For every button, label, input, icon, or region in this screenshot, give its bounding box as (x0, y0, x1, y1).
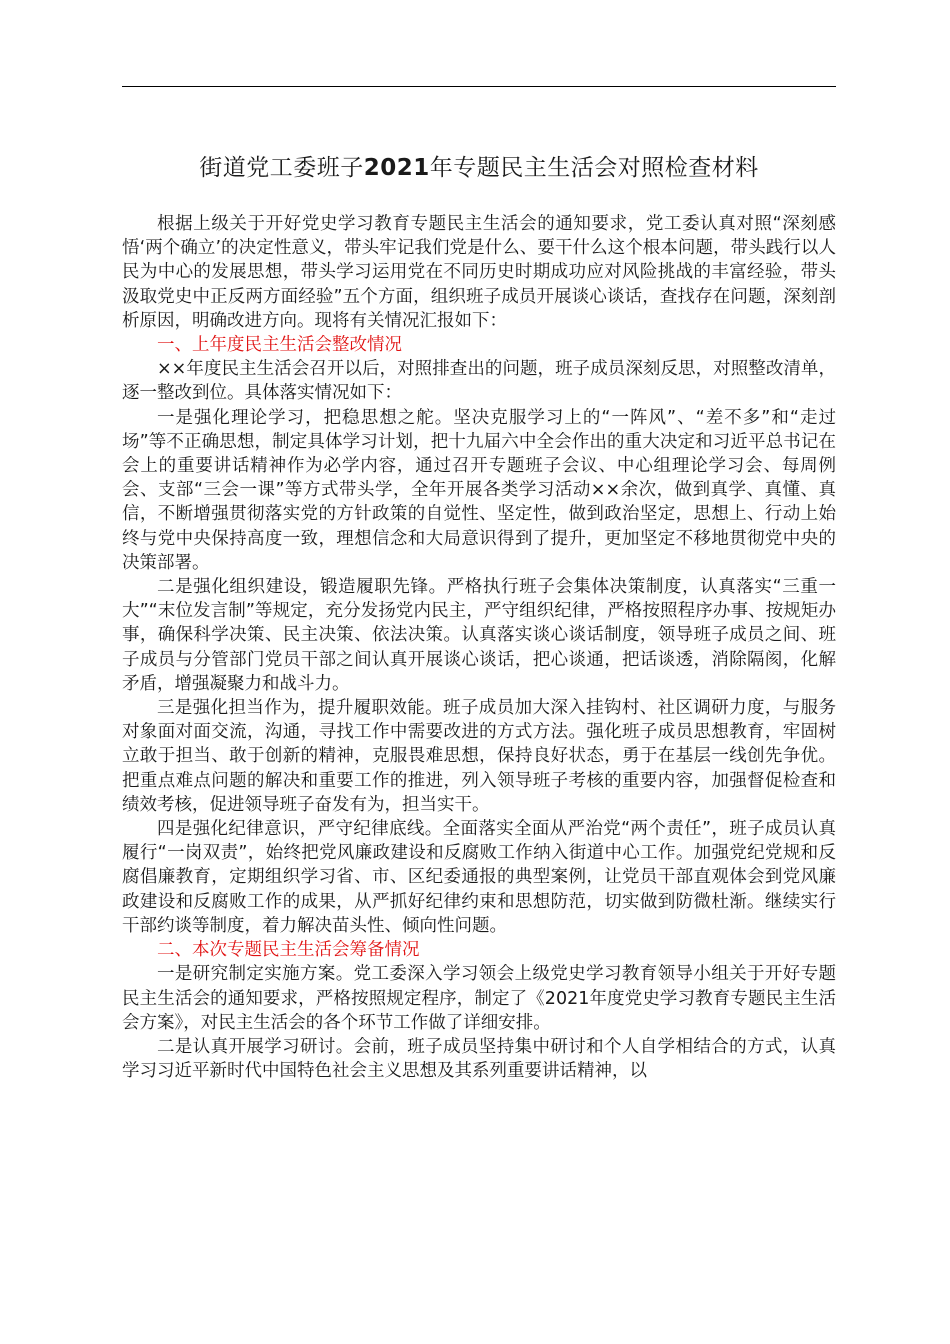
paragraph: 三是强化担当作为，提升履职效能。班子成员加大深入挂钩村、社区调研力度，与服务对象面对面交流，沟通，寻找工作中需要改进的方式方法。强化班子成员思想教育，牢固树立敢于担当、敢于创新的精神，克服畏难思想，保持良好状态，勇于在基层一线创先争优。把重点难点问题的解决和重要工作的推进，列入领导班子考核的重要内容，加强督促检查和绩效考核，促进领导班子奋发有为，担当实干。 (122, 698, 836, 815)
document-title (122, 148, 836, 188)
title-suffix: 年专题民主生活会对照检查材料 (429, 155, 759, 181)
paragraph: 二是认真开展学习研讨。会前，班子成员坚持集中研讨和个人自学相结合的方式，认真学习习近平新时代中国特色社会主义思想及其系列重要讲话精神，以 (122, 1036, 836, 1082)
header-rule (122, 86, 836, 87)
section-heading-1: 一、上年度民主生活会整改情况 (157, 335, 402, 356)
title-prefix: 街道党工委班子 (199, 155, 364, 181)
document-body (122, 148, 836, 1083)
section-heading-2: 二、本次专题民主生活会筹备情况 (157, 940, 420, 961)
title-year: 2021 (363, 155, 430, 181)
paragraph: 一是强化理论学习，把稳思想之舵。坚决克服学习上的“一阵风”、“差不多”和“走过场”等不正确思想，制定具体学习计划，把十九届六中全会作出的重大决定和习近平总书记在会上的重要讲话精神作为必学内容，通过召开专题班子会议、中心组理论学习会、每周例会、支部“三会一课”等方式带头学，全年开展各类学习活动××余次，做到真学、真懂、真信，不断增强贯彻落实党的方针政策的自觉性、坚定性，做到政治坚定，思想上、行动上始终与党中央保持高度一致，理想信念和大局意识得到了提升，更加坚定不移地贯彻党中央的决策部署。 (122, 407, 836, 573)
paragraph: 四是强化纪律意识，严守纪律底线。全面落实全面从严治党“两个责任”，班子成员认真履行“一岗双责”，始终把党风廉政建设和反腐败工作纳入街道中心工作。加强党纪党规和反腐倡廉教育，定期组织学习省、市、区纪委通报的典型案例，让党员干部直观体会到党风廉政建设和反腐败工作的成果，从严抓好纪律约束和思想防范，切实做到防微杜渐。继续实行干部约谈等制度，着力解决苗头性、倾向性问题。 (122, 819, 836, 936)
intro-paragraph: 根据上级关于开好党史学习教育专题民主生活会的通知要求，党工委认真对照“深刻感悟‘两个确立’的决定性意义，带头牢记我们党是什么、要干什么这个根本问题，带头践行以人民为中心的发展思想，带头学习运用党在不同历史时期成功应对风险挑战的丰富经验，带头汲取党史中正反两方面经验”五个方面，组织班子成员开展谈心谈话，查找存在问题，深刻剖析原因，明确改进方向。现将有关情况汇报如下： (122, 214, 836, 331)
paragraph: ××年度民主生活会召开以后，对照排查出的问题，班子成员深刻反思，对照整改清单，逐一整改到位。具体落实情况如下： (122, 359, 836, 404)
paragraph: 二是强化组织建设，锻造履职先锋。严格执行班子会集体决策制度，认真落实“三重一大”“末位发言制”等规定，充分发扬党内民主，严守组织纪律，严格按照程序办事、按规矩办事，确保科学决策、民主决策、依法决策。认真落实谈心谈话制度，领导班子成员之间、班子成员与分管部门党员干部之间认真开展谈心谈话，把心谈通，把话谈透，消除隔阂，化解矛盾，增强凝聚力和战斗力。 (122, 577, 836, 694)
paragraph: 一是研究制定实施方案。党工委深入学习领会上级党史学习教育领导小组关于开好专题民主生活会的通知要求，严格按照规定程序，制定了《2021年度党史学习教育专题民主生活会方案》，对民主生活会的各个环节工作做了详细安排。 (122, 964, 836, 1033)
